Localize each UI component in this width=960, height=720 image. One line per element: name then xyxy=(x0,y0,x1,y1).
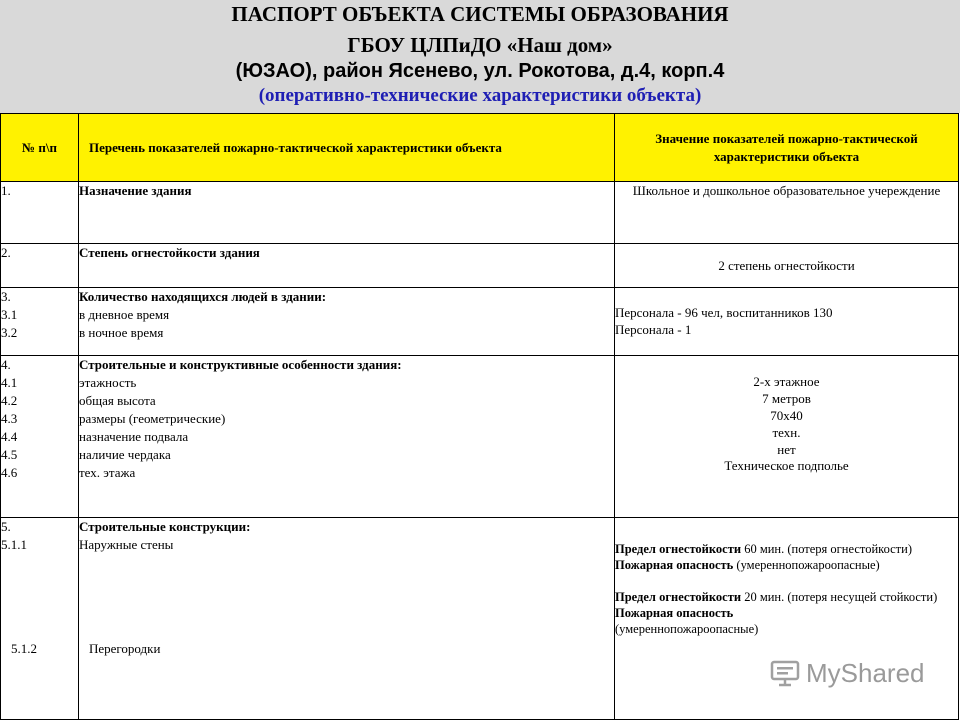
indicator-item: размеры (геометрические) xyxy=(79,410,226,426)
value-block-partitions xyxy=(615,590,958,606)
value-cell xyxy=(615,356,959,518)
value-label: Пожарная опасность xyxy=(615,557,734,572)
value-label: Предел огнестойкости xyxy=(615,589,742,604)
indicator-title: Степень огнестойкости здания xyxy=(79,245,260,260)
value-label: Пожарная опасность xyxy=(615,605,734,620)
subtitle: (оперативно-технические характеристики объекта) xyxy=(258,85,702,106)
table-row xyxy=(1,288,959,356)
indicator-item: назначение подвала xyxy=(79,428,189,444)
row-number: 1. xyxy=(1,183,11,198)
row-number: 4.4 xyxy=(1,428,18,444)
value-block-outer-walls xyxy=(615,542,958,558)
value-cell xyxy=(615,244,959,288)
row-number: 3. xyxy=(1,289,11,304)
value-text: 60 мин. (потеря огнестойкости) xyxy=(741,542,912,556)
indicator-item: этажность xyxy=(79,374,137,390)
presentation-icon xyxy=(770,659,800,687)
value-label: Предел огнестойкости xyxy=(615,542,742,556)
indicator-item: общая высота xyxy=(79,392,156,408)
row-number: 5.1.2 xyxy=(11,641,37,656)
indicator-cell xyxy=(79,518,615,720)
indicator-title: Строительные конструкции: xyxy=(79,519,251,534)
indicator-item: тех. этажа xyxy=(79,464,136,480)
row-number: 4.5 xyxy=(1,446,18,462)
row-number: 4.2 xyxy=(1,392,18,408)
value-text: (умереннопожароопасные) xyxy=(615,621,759,636)
table-row xyxy=(1,356,959,518)
indicator-item: в ночное время xyxy=(79,324,164,340)
passport-table-area xyxy=(0,113,960,720)
indicator-item: Перегородки xyxy=(89,641,161,656)
row-number-cell xyxy=(1,182,79,244)
title-line-1: ПАСПОРТ ОБЪЕКТА СИСТЕМЫ ОБРАЗОВАНИЯ xyxy=(231,2,729,26)
title-line-2: ГБОУ ЦЛПиДО «Наш дом» xyxy=(347,33,613,57)
indicator-cell xyxy=(79,244,615,288)
indicator-title: Назначение здания xyxy=(79,183,192,198)
row-number-cell xyxy=(1,288,79,356)
row-number: 3.2 xyxy=(1,324,18,340)
watermark xyxy=(770,656,925,690)
indicator-item: наличие чердака xyxy=(79,446,171,462)
row-number: 4.1 xyxy=(1,374,18,390)
indicator-item: в дневное время xyxy=(79,306,170,322)
indicator-title: Строительные и конструктивные особенности здания: xyxy=(79,357,402,372)
title-line-3: (ЮЗАО), район Ясенево, ул. Рокотова, д.4, корп.4 xyxy=(235,60,725,82)
indicator-title: Количество находящихся людей в здании: xyxy=(79,289,327,304)
row-number: 4.3 xyxy=(1,410,18,426)
value-cell xyxy=(615,288,959,356)
value-text: 20 мин. (потеря несущей стойкости) xyxy=(741,589,938,604)
row-number: 4.6 xyxy=(1,464,18,480)
row-number: 5.1.1 xyxy=(1,536,27,552)
value-text: 2-х этажное xyxy=(753,374,820,389)
row-number: 5. xyxy=(1,519,11,534)
indicator-cell xyxy=(79,356,615,518)
header-col-indicators: Перечень показателей пожарно-тактической характеристики объекта xyxy=(79,114,615,182)
value-text: 7 метров xyxy=(762,390,811,406)
row-number-cell xyxy=(1,518,79,720)
watermark-text: MyShared xyxy=(806,657,925,688)
table-header-row xyxy=(1,114,959,182)
value-block-outer-walls-hazard xyxy=(615,558,958,574)
value-text: Персонала - 96 чел, воспитанников 130 xyxy=(615,305,833,321)
value-text: Школьное и дошкольное образовательное учереждение xyxy=(632,183,941,198)
value-text: нет xyxy=(777,441,796,457)
indicator-cell xyxy=(79,288,615,356)
passport-table xyxy=(0,113,959,720)
page-header xyxy=(0,0,960,113)
table-row xyxy=(1,244,959,288)
header-col-number: № п\п xyxy=(1,114,79,182)
value-text: 2 степень огнестойкости xyxy=(718,257,855,273)
row-number: 4. xyxy=(1,357,11,372)
value-text: техн. xyxy=(772,424,801,440)
value-text: (умереннопожароопасные) xyxy=(733,557,880,572)
table-row xyxy=(1,182,959,244)
row-number: 2. xyxy=(1,245,11,260)
row-number-cell xyxy=(1,244,79,288)
value-text: Персонала - 1 xyxy=(615,321,692,337)
row-number: 3.1 xyxy=(1,306,18,322)
row-number-cell xyxy=(1,356,79,518)
indicator-item: Наружные стены xyxy=(79,536,174,552)
indicator-cell xyxy=(79,182,615,244)
value-cell xyxy=(615,182,959,244)
value-text: Техническое подполье xyxy=(724,458,849,474)
value-text: 70х40 xyxy=(770,407,803,423)
header-col-values: Значение показателей пожарно-тактической характеристики объекта xyxy=(615,114,959,182)
